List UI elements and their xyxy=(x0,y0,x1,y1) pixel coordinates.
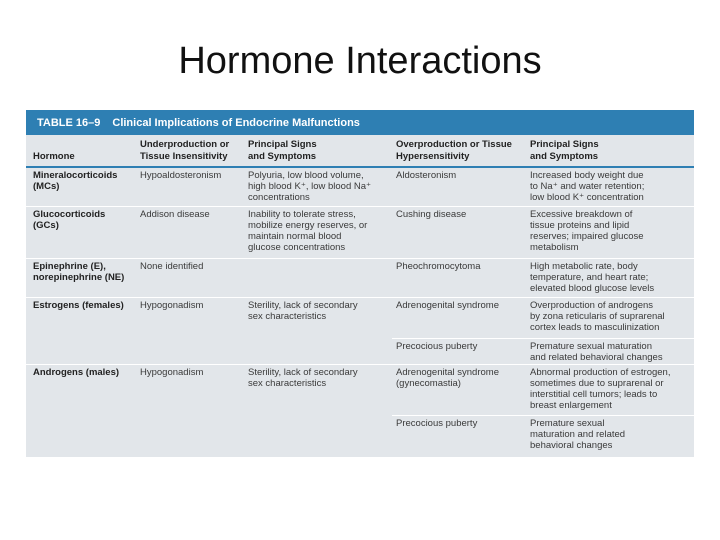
table-row xyxy=(26,298,694,365)
over-signs-cell: Overproduction of androgens by zona reticularis of suprarenal cortex leads to masculinization xyxy=(530,300,665,333)
slide-title: Hormone Interactions xyxy=(178,40,542,82)
col-header-hormone: Hormone xyxy=(33,151,75,162)
table-caption-bar xyxy=(26,110,694,135)
over-signs-cell: Excessive breakdown of tissue proteins and lipid reserves; impaired glucose metabolism xyxy=(530,209,644,253)
col-header-under-signs: Principal Signs and Symptoms xyxy=(248,139,317,162)
over-signs-cell: Abnormal production of estrogen, sometimes due to suprarenal or interstitial cell tumors; leads to breast enlargement xyxy=(530,367,671,411)
under-signs-cell: Sterility, lack of secondary sex characteristics xyxy=(248,300,358,322)
over-signs-cell: Increased body weight due to Na⁺ and water retention; low blood K⁺ concentration xyxy=(530,170,645,203)
underproduction-cell: Hypogonadism xyxy=(140,367,204,378)
overproduction-cell: Pheochromocytoma xyxy=(396,261,481,272)
overproduction-subrow xyxy=(392,415,694,457)
hormone-cell: Estrogens (females) xyxy=(33,300,124,311)
underproduction-cell: Hypogonadism xyxy=(140,300,204,311)
overproduction-cell: Adrenogenital syndrome xyxy=(396,300,499,311)
overproduction-cell: Adrenogenital syndrome (gynecomastia) xyxy=(396,367,499,389)
overproduction-cell: Cushing disease xyxy=(396,209,467,220)
over-signs-cell: Premature sexual maturation and related behavioral changes xyxy=(530,341,663,363)
col-header-underproduction: Underproduction or Tissue Insensitivity xyxy=(140,139,230,162)
under-signs-cell: Polyuria, low blood volume, high blood K⁺, low blood Na⁺ concentrations xyxy=(248,170,372,203)
hormone-cell: Glucocorticoids (GCs) xyxy=(33,209,106,231)
over-signs-cell: High metabolic rate, body temperature, and heart rate; elevated blood glucose levels xyxy=(530,261,655,294)
underproduction-cell: Addison disease xyxy=(140,209,210,220)
overproduction-cell: Precocious puberty xyxy=(396,341,478,352)
underproduction-cell: Hypoaldosteronism xyxy=(140,170,222,181)
table-caption: Clinical Implications of Endocrine Malfunctions xyxy=(112,116,360,129)
table-row xyxy=(26,207,694,259)
col-header-over-signs: Principal Signs and Symptoms xyxy=(530,139,599,162)
overproduction-subrow xyxy=(392,365,694,415)
column-headers xyxy=(26,135,694,168)
hormone-cell: Androgens (males) xyxy=(33,367,120,378)
over-signs-cell: Premature sexual maturation and related behavioral changes xyxy=(530,418,626,451)
hormone-cell: Mineralocorticoids (MCs) xyxy=(33,170,118,192)
table-row xyxy=(26,365,694,457)
endocrine-table xyxy=(26,110,694,457)
under-signs-cell xyxy=(244,259,392,297)
underproduction-cell: None identified xyxy=(140,261,204,272)
table-row xyxy=(26,168,694,207)
overproduction-subrow xyxy=(392,338,694,364)
col-header-overproduction: Overproduction or Tissue Hypersensitivity xyxy=(396,139,512,162)
table-number: TABLE 16–9 xyxy=(37,116,101,129)
overproduction-subrow xyxy=(392,298,694,338)
overproduction-cell: Aldosteronism xyxy=(396,170,457,181)
under-signs-cell: Inability to tolerate stress, mobilize energy reserves, or maintain normal blood glucose concentrations xyxy=(248,209,368,253)
overproduction-cell: Precocious puberty xyxy=(396,418,478,429)
overproduction-group xyxy=(392,365,694,457)
under-signs-cell: Sterility, lack of secondary sex characteristics xyxy=(248,367,358,389)
overproduction-group xyxy=(392,298,694,364)
hormone-cell: Epinephrine (E), norepinephrine (NE) xyxy=(33,261,125,283)
table-row xyxy=(26,259,694,298)
